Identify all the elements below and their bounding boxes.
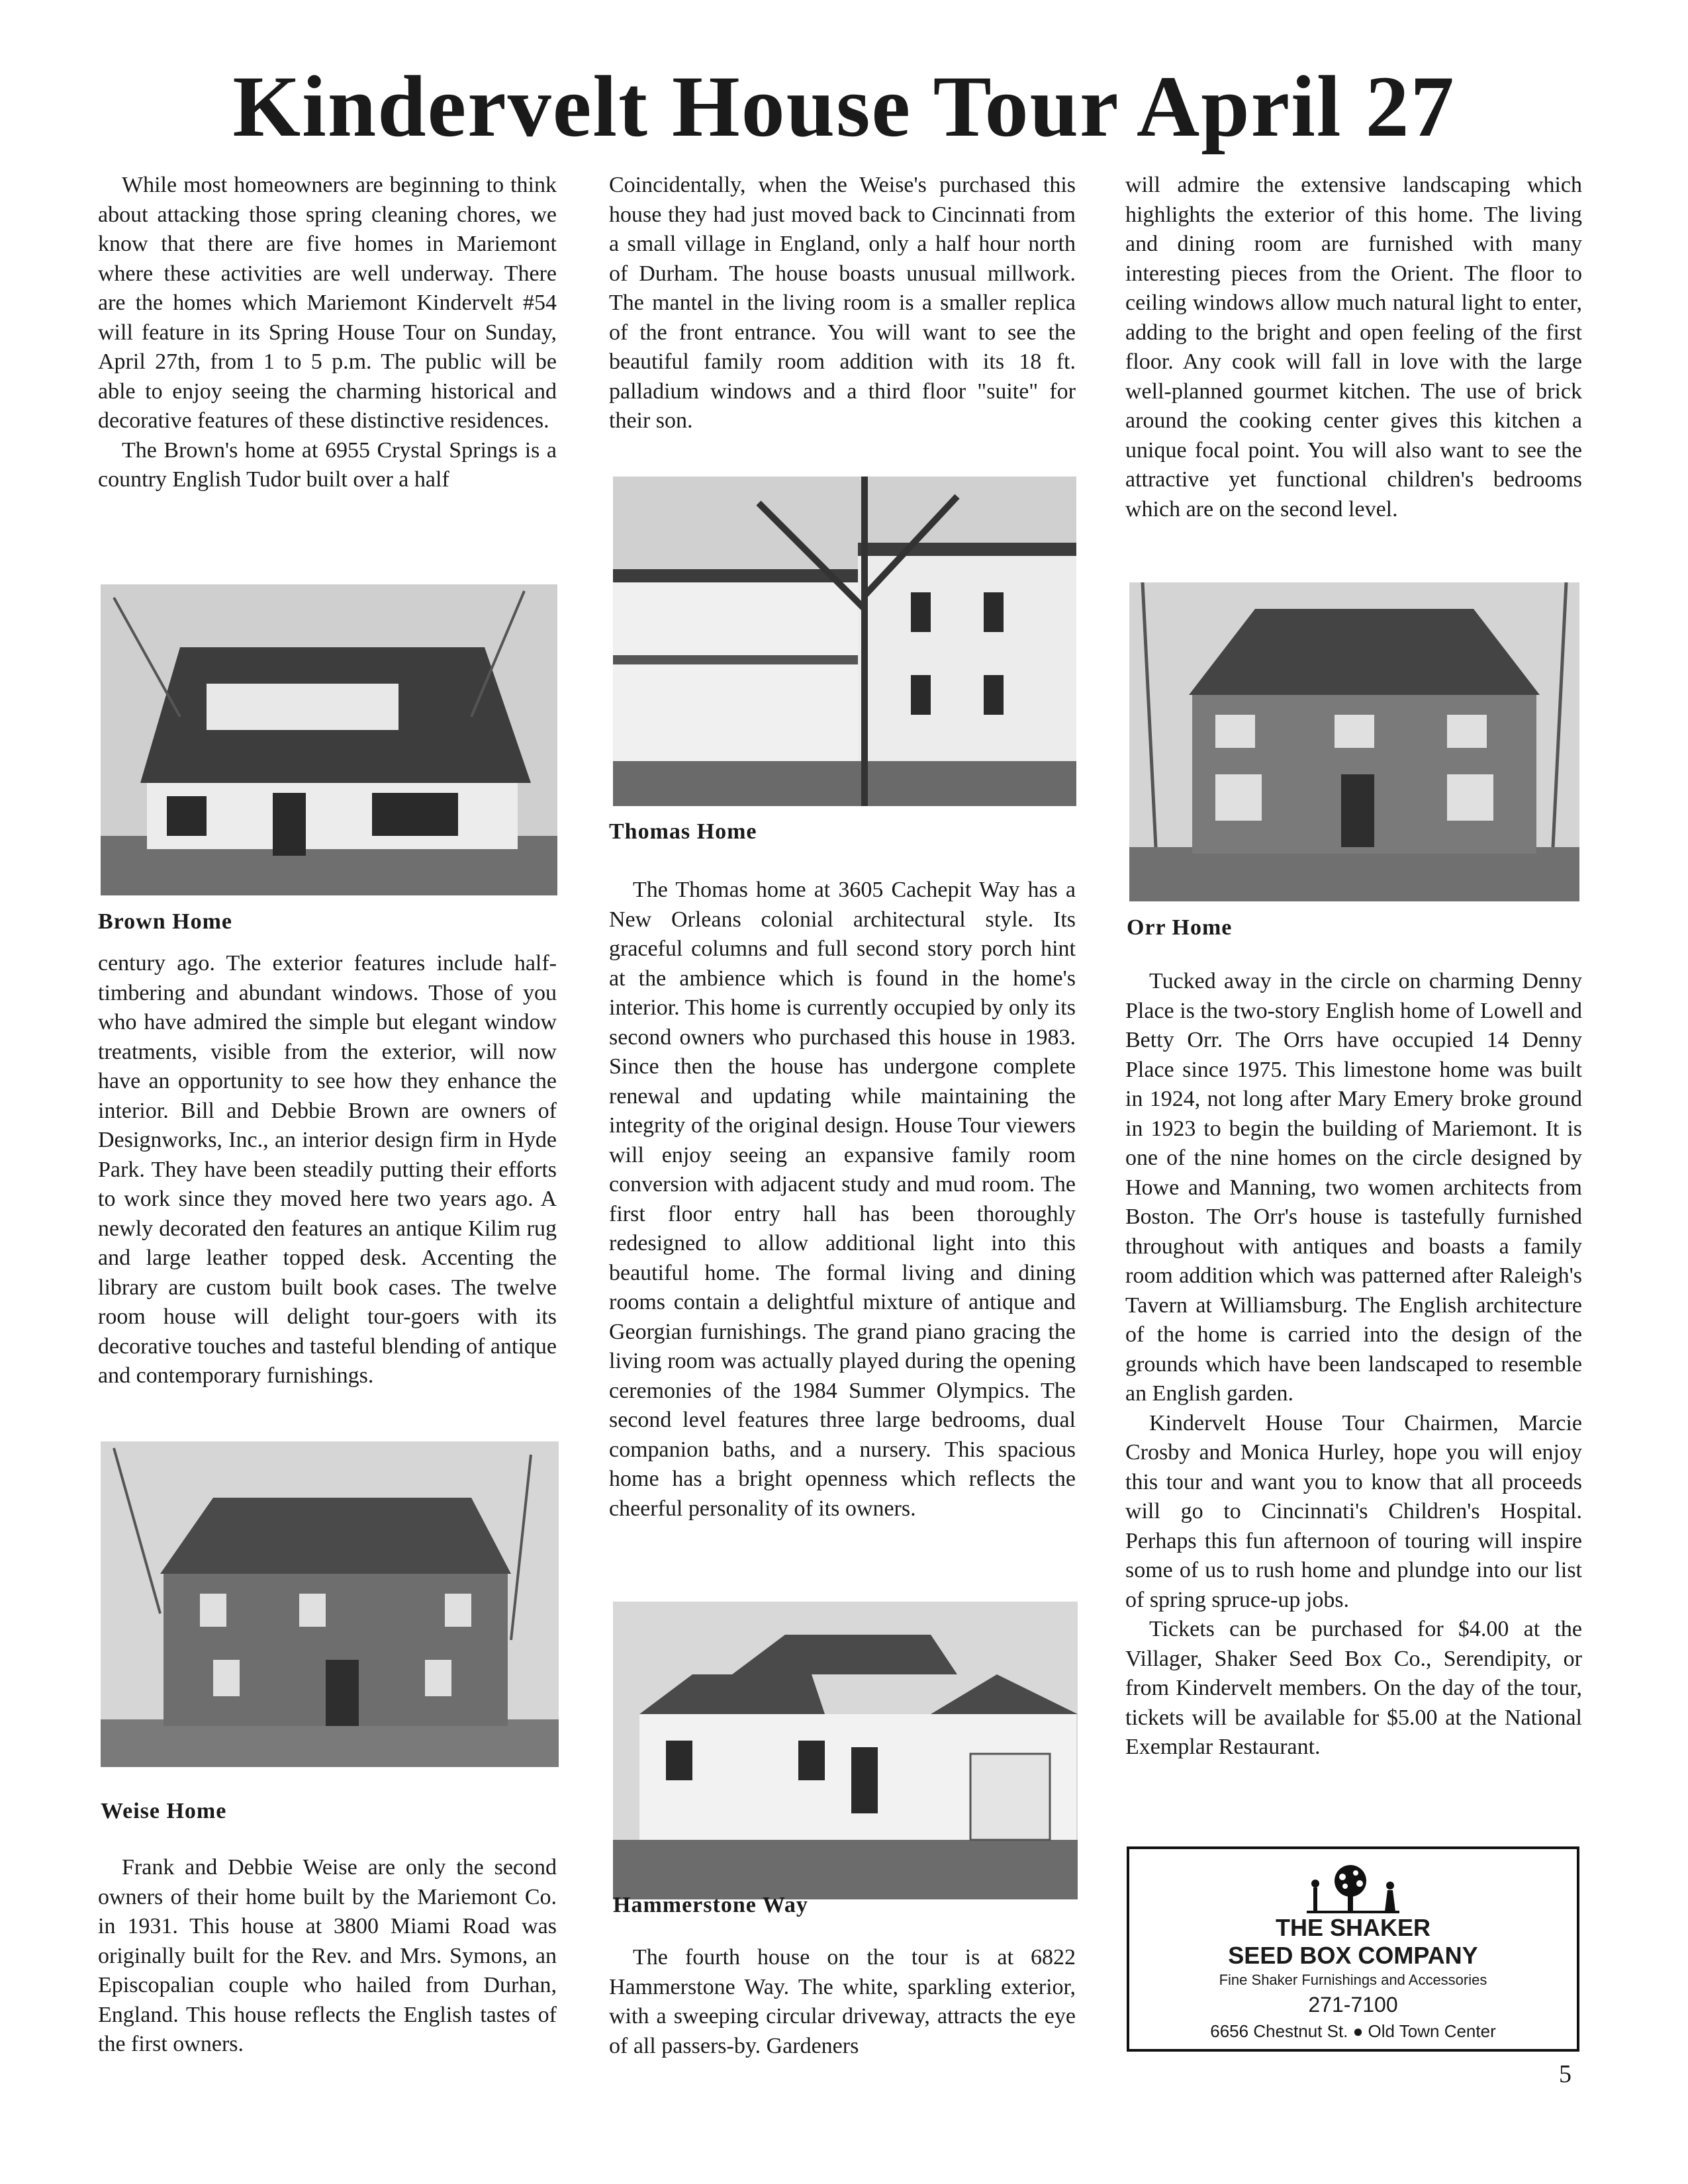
article-column-2-hammerstone [609, 1943, 1076, 2061]
weise-paragraph: Frank and Debbie Weise are only the second owners of their home built by the Mariemont Co. in 1931. This house at 3800 Miami Road was originally built for the Rev. and Mrs. Symons, an Episcopalian couple who hailed from Durhan, England. This house reflects the English tastes of the first owners. [98, 1855, 557, 2056]
chairmen-paragraph: Kindervelt House Tour Chairmen, Marcie Crosby and Monica Hurley, hope you will enjoy this tour and want you to know that all proceeds will go to Cincinnati's Children's Hospital. Perhaps this fun afternoon of touring will inspire some of us to rush home and plundge into our list of spring spruce-up jobs. [1125, 1410, 1582, 1612]
ad-company-name-line-2: SEED BOX COMPANY [1228, 1942, 1478, 1969]
brown-paragraph-start: The Brown's home at 6955 Crystal Springs is a country English Tudor built over a half [98, 437, 557, 492]
article-column-3 [1125, 171, 1582, 524]
tickets-paragraph: Tickets can be purchased for $4.00 at the Villager, Shaker Seed Box Co., Serendipity, or from Kindervelt members. On the day of the tour, tickets will be available for $5.00 at the National Exemplar Restaurant. [1125, 1617, 1582, 1759]
orr-paragraph: Tucked away in the circle on charming Denny Place is the two-story English home of Lowell and Betty Orr. The Orrs have occupied 14 Denny Place since 1975. This limestone home was built in 1924, not long after Mary Emery broke ground in 1923 to begin the building of Mariemont. It is one of the nine homes on the circle designed by Howe and Manning, two women architects from Boston. The Orr's house is tastefully furnished throughout with antiques and boasts a family room addition which was patterned after Raleigh's Tavern at Williamsburg. The English architecture of the home is carried into the design of the grounds which have been landscaped to resemble an English garden. [1125, 969, 1582, 1406]
weise-home-caption: Weise Home [101, 1799, 227, 1823]
hammerstone-caption: Hammerstone Way [613, 1893, 808, 1917]
weise-home-photo [101, 1441, 559, 1767]
page-number: 5 [1559, 2060, 1571, 2088]
thomas-paragraph: The Thomas home at 3605 Cachepit Way has a New Orleans colonial architectural style. Its graceful columns and full second story porch hint at the ambience which is found in the home's interior. This home is currently occupied by only its second owners who purchased this house in 1983. Since then the house has undergone complete renewal and updating while maintaining the integrity of the original design. House Tour viewers will enjoy seeing an expansive family room conversion with adjacent study and mud room. The first floor entry hall has been thoroughly redesigned to allow additional light into this beautiful home. The formal living and dining rooms contain a delightful mixture of antique and Georgian furnishings. The grand piano gracing the living room was actually played during the opening ceremonies of the 1984 Summer Olympics. The second level features three large bedrooms, dual companion baths, and a nursery. This spacious home has a bright openness which reflects the cheerful personality of its owners. [609, 878, 1076, 1521]
ad-tagline: Fine Shaker Furnishings and Accessories [1219, 1972, 1487, 1988]
article-column-2-thomas [609, 876, 1076, 1524]
ad-phone: 271-7100 [1308, 1993, 1398, 2017]
hammerstone-paragraph: The fourth house on the tour is at 6822 Hammerstone Way. The white, sparkling exterior, with a sweeping circular driveway, attracts the eye of all passers-by. Gardeners [609, 1945, 1076, 2058]
brown-paragraph-end: century ago. The exterior features include half-timbering and abundant windows. Those of you who have admired the simple but elegant window treatments, visible from the exterior, will now have an opportunity to see how they enhance the interior. Bill and Debbie Brown are owners of Designworks, Inc., an interior design firm in Hyde Park. They have been steadily putting their efforts to work since they moved here two years ago. A newly decorated den features an antique Kilim rug and large leather topped desk. Accenting the library are custom built book cases. The twelve room house will delight tour-goers with its decorative touches and tasteful blending of antique and contemporary furnishings. [98, 951, 557, 1388]
brown-home-photo [101, 584, 557, 895]
orr-home-caption: Orr Home [1127, 915, 1233, 940]
weise-paragraph-end: Coincidentally, when the Weise's purchased this house they had just moved back to Cincinnati from a small village in England, only a half hour north of Durham. The house boasts unusual millwork. The mantel in the living room is a smaller replica of the front entrance. You will want to see the beautiful family room addition with its 18 ft. palladium windows and a third floor "suite" for their son. [609, 173, 1076, 433]
intro-paragraph: While most homeowners are beginning to think about attacking those spring cleaning chores, we know that there are five homes in Mariemont where these activities are well underway. There are the homes which Mariemont Kindervelt #54 will feature in its Spring House Tour on Sunday, April 27th, from 1 to 5 p.m. The public will be able to enjoy seeing the charming historical and decorative features of these distinctive residences. [98, 173, 557, 433]
hammerstone-paragraph-end: will admire the extensive landscaping which highlights the exterior of this home. The living and dining room are furnished with many interesting pieces from the Orient. The floor to ceiling windows allow much natural light to enter, adding to the bright and open feeling of the first floor. Any cook will fall in love with the large well-planned gourmet kitchen. The use of brick around the cooking center gives this kitchen a unique focal point. You will also want to see the attractive yet functional children's bedrooms which are on the second level. [1125, 173, 1582, 522]
orr-home-photo [1129, 582, 1579, 901]
shaker-tree-logo-icon [1307, 1864, 1399, 1914]
article-column-2 [609, 171, 1076, 436]
thomas-home-caption: Thomas Home [609, 819, 757, 844]
brown-home-caption: Brown Home [98, 909, 232, 934]
hammerstone-home-photo [613, 1602, 1078, 1899]
page-title: Kindervelt House Tour April 27 [232, 58, 1456, 155]
article-column-1-continued [98, 949, 557, 1391]
ad-company-name-line-1: THE SHAKER [1275, 1914, 1431, 1941]
thomas-home-photo [613, 477, 1076, 806]
shaker-seed-box-ad [1127, 1846, 1579, 2052]
article-column-1-weise [98, 1853, 557, 2060]
article-column-1 [98, 171, 557, 495]
ad-address: 6656 Chestnut St. ● Old Town Center [1210, 2021, 1496, 2041]
article-column-3-orr [1125, 967, 1582, 1762]
